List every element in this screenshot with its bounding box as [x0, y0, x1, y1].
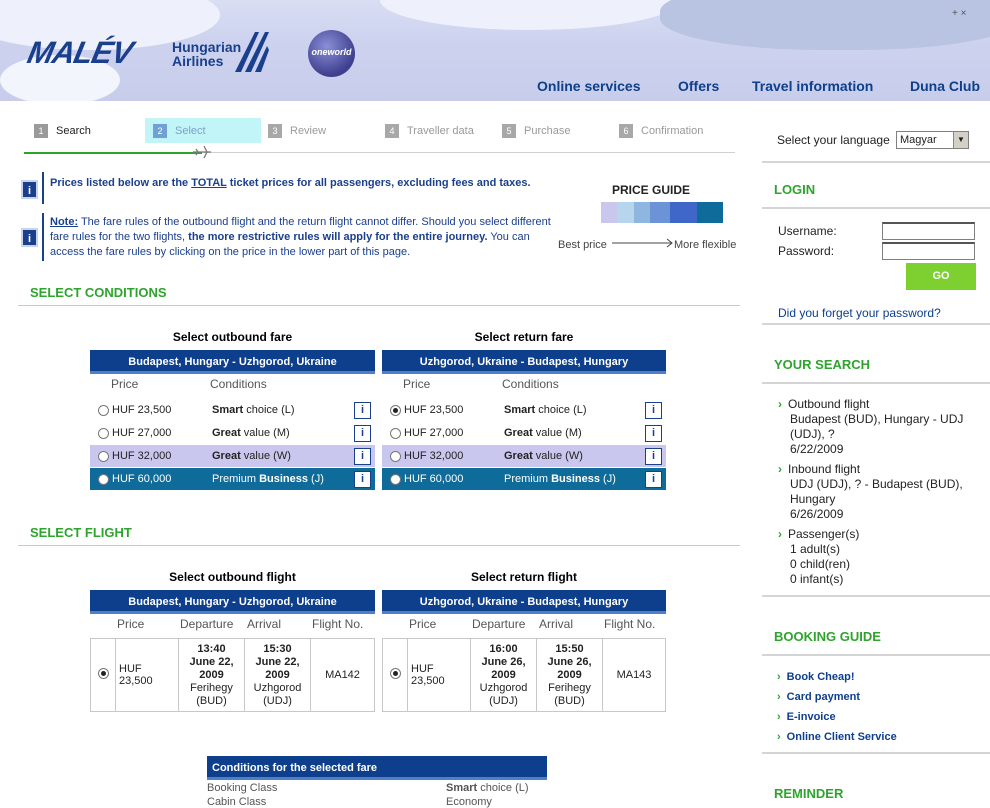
step-number: 5 — [502, 124, 516, 138]
arr-code: (UDJ) — [263, 694, 292, 707]
fare-condition — [504, 450, 583, 462]
outbound-label: Outbound flight — [788, 397, 870, 411]
info-icon: i — [21, 228, 38, 247]
col-conditions: Conditions — [210, 377, 267, 391]
flight-price[interactable]: HUF 23,500 — [116, 639, 179, 712]
outbound-flight-heading: Select outbound flight — [169, 570, 296, 584]
banner-cloud — [380, 0, 680, 30]
bullet-icon: › — [777, 731, 781, 743]
cond-bold: Great — [212, 427, 241, 439]
step-traveller-data — [377, 118, 493, 143]
passengers-label: Passenger(s) — [788, 527, 860, 541]
password-label: Password: — [778, 244, 835, 258]
e-invoice-link[interactable] — [777, 711, 836, 723]
price-guide-title: PRICE GUIDE — [612, 183, 691, 197]
outbound-fare-row[interactable] — [90, 422, 375, 444]
fare-condition — [504, 404, 587, 416]
step-review — [260, 118, 376, 143]
note-text: Prices listed below are the — [50, 177, 192, 189]
outbound-route-bar: Budapest, Hungary - Uzhgorod, Ukraine — [90, 350, 375, 374]
outbound-fare-row[interactable] — [90, 399, 375, 421]
step-confirmation — [611, 118, 727, 143]
arr-code: (BUD) — [554, 694, 585, 707]
online-client-service-link[interactable] — [777, 731, 897, 743]
cond-pre: Premium — [212, 473, 260, 485]
outbound-fare-heading: Select outbound fare — [172, 330, 293, 344]
scale-swatch — [650, 202, 670, 223]
outbound-date: 6/22/2009 — [790, 442, 844, 456]
arrow-right-icon — [612, 238, 674, 248]
col-price: Price — [403, 377, 431, 391]
step-purchase — [494, 118, 610, 143]
cond-bold: Business — [551, 473, 600, 485]
sidebar-divider — [762, 323, 990, 325]
step-number: 4 — [385, 124, 399, 138]
fare-price[interactable]: HUF 27,000 — [112, 427, 172, 439]
cond-rest: (J) — [599, 473, 616, 485]
fare-info-button[interactable]: i — [645, 425, 662, 442]
bullet-icon: › — [778, 397, 782, 411]
return-route-bar: Uzhgorod, Ukraine - Budapest, Hungary — [382, 350, 666, 374]
col-price: Price — [111, 377, 139, 391]
booking-class-value — [446, 782, 529, 794]
scale-swatch — [601, 202, 617, 223]
value-rest: Economy — [446, 796, 492, 808]
cond-bold: Smart — [504, 404, 536, 416]
col-conditions: Conditions — [502, 377, 559, 391]
username-label: Username: — [778, 224, 837, 238]
step-label: Traveller data — [407, 124, 474, 137]
logo-subtitle — [172, 40, 241, 68]
cond-bold: Smart — [212, 404, 244, 416]
divider — [18, 545, 740, 546]
note-bold: the more restrictive rules will apply for the entire journey. — [188, 231, 488, 243]
logo-sub-line1: Hungarian — [172, 39, 242, 55]
oneworld-badge: oneworld — [308, 30, 355, 77]
fare-rules-note — [50, 215, 555, 260]
fare-info-button[interactable]: i — [645, 402, 662, 419]
fare-info-button[interactable]: i — [645, 448, 662, 465]
outbound-route: Budapest (BUD), Hungary - UDJ — [790, 412, 964, 426]
guide-link-label[interactable]: Book Cheap! — [786, 671, 855, 683]
outbound-fare-row[interactable] — [90, 445, 375, 467]
note-text: The fare rules of the outbound flight and the return flight cannot differ. Should you select different fare rules for the two flights, — [50, 216, 551, 243]
arr-year: 2009 — [265, 668, 290, 681]
booking-class-label: Booking Class — [207, 782, 278, 794]
arr-date: June 22, — [255, 655, 300, 668]
dep-date: June 22, — [189, 655, 234, 668]
sidebar-divider — [762, 595, 990, 597]
logo-sub-line2: Airlines — [172, 53, 224, 69]
fare-condition — [212, 427, 290, 439]
arr-time: 15:50 — [555, 642, 584, 655]
step-label: Purchase — [524, 124, 571, 137]
language-value: Magyar — [900, 134, 937, 146]
more-flexible-label: More flexible — [674, 239, 737, 251]
fare-radio[interactable] — [390, 474, 401, 485]
price-guide-scale — [601, 202, 723, 223]
fare-info-button[interactable]: i — [354, 471, 371, 488]
select-conditions-title: SELECT CONDITIONS — [30, 285, 167, 300]
scale-swatch — [617, 202, 633, 223]
col-arrival: Arrival — [539, 617, 574, 631]
fare-radio-selected[interactable] — [390, 405, 401, 416]
step-number: 1 — [34, 124, 48, 138]
adults-count: 1 adult(s) — [790, 542, 841, 556]
flight-radio-selected[interactable] — [390, 668, 401, 679]
children-count: 0 child(ren) — [790, 557, 851, 571]
scale-swatch — [670, 202, 696, 223]
arr-date: June 26, — [547, 655, 592, 668]
info-bar — [42, 172, 44, 204]
dep-code: (UDJ) — [489, 694, 518, 707]
flight-number: MA143 — [603, 639, 666, 712]
progress-fill — [24, 152, 202, 154]
fare-price[interactable]: HUF 23,500 — [404, 404, 464, 416]
login-go-button[interactable]: GO — [906, 263, 976, 290]
your-search-title: YOUR SEARCH — [774, 357, 871, 372]
cond-rest: value (M) — [532, 427, 582, 439]
decor-mark: + × — [952, 8, 967, 19]
fare-price[interactable]: HUF 60,000 — [404, 473, 464, 485]
value-rest: choice (L) — [477, 782, 529, 794]
fare-condition — [212, 404, 295, 416]
dep-place: Ferihegy — [190, 681, 233, 694]
cond-rest: (J) — [307, 473, 324, 485]
fare-info-button[interactable]: i — [354, 402, 371, 419]
departure-cell — [179, 639, 245, 712]
dep-time: 16:00 — [489, 642, 518, 655]
nav-offers[interactable]: Offers — [678, 78, 720, 94]
bullet-icon: › — [778, 527, 782, 541]
guide-link-label[interactable]: Card payment — [786, 691, 861, 703]
note-total: TOTAL — [191, 177, 227, 189]
step-number: 3 — [268, 124, 282, 138]
fare-price[interactable]: HUF 32,000 — [404, 450, 464, 462]
select-flight-title: SELECT FLIGHT — [30, 525, 132, 540]
cond-rest: value (W) — [532, 450, 583, 462]
nav-travel-information[interactable]: Travel information — [752, 78, 874, 94]
cond-bold: Great — [504, 450, 533, 462]
bullet-icon: › — [777, 671, 781, 683]
cond-rest: choice (L) — [243, 404, 295, 416]
return-flight-route-bar: Uzhgorod, Ukraine - Budapest, Hungary — [382, 590, 666, 614]
guide-link-label[interactable]: E-invoice — [786, 711, 836, 723]
language-label: Select your language — [777, 133, 890, 147]
return-fare-row[interactable] — [382, 468, 666, 490]
col-price: Price — [117, 617, 145, 631]
outbound-fare-row[interactable] — [90, 468, 375, 490]
chevron-down-icon[interactable]: ▼ — [953, 132, 968, 148]
step-label: Review — [290, 124, 327, 137]
sidebar-divider — [762, 161, 990, 163]
return-flight-table — [382, 638, 666, 712]
bullet-icon: › — [778, 462, 782, 476]
reminder-title: REMINDER — [774, 786, 844, 801]
cond-rest: value (W) — [240, 450, 291, 462]
divider — [18, 305, 740, 306]
value-bold: Smart — [446, 782, 478, 794]
password-field[interactable] — [882, 242, 975, 260]
sidebar-divider — [762, 654, 990, 656]
step-label: Select — [175, 124, 206, 137]
fare-condition — [212, 450, 291, 462]
total-price-note — [50, 176, 540, 191]
return-flight-heading: Select return flight — [470, 570, 577, 584]
inbound-date: 6/26/2009 — [790, 507, 844, 521]
sidebar-divider — [762, 382, 990, 384]
username-field[interactable] — [882, 222, 975, 240]
best-price-label: Best price — [558, 239, 607, 251]
outbound-route-cont: (UDJ), ? — [790, 427, 835, 441]
cabin-class-value — [446, 796, 492, 808]
header-banner — [0, 0, 990, 101]
inbound-route: UDJ (UDJ), ? - Budapest (BUD), — [790, 477, 963, 491]
bullet-icon: › — [777, 711, 781, 723]
return-fare-row[interactable] — [382, 399, 666, 421]
nav-duna-club[interactable]: Duna Club — [910, 78, 980, 94]
conditions-box-header: Conditions for the selected fare — [207, 756, 547, 780]
dep-place: Uzhgorod — [479, 681, 528, 694]
col-departure: Departure — [472, 617, 526, 631]
booking-guide-title: BOOKING GUIDE — [774, 629, 881, 644]
arr-place: Ferihegy — [548, 681, 591, 694]
book-cheap-link[interactable] — [777, 671, 855, 683]
note-label: Note: — [50, 216, 79, 228]
return-fare-row[interactable] — [382, 445, 666, 467]
fare-radio[interactable] — [98, 428, 109, 439]
departure-cell — [471, 639, 537, 712]
flight-price[interactable]: HUF 23,500 — [408, 639, 471, 712]
fare-price[interactable]: HUF 60,000 — [112, 473, 172, 485]
cond-bold: Business — [259, 473, 308, 485]
sidebar-divider — [762, 207, 990, 209]
inbound-route-cont: Hungary — [790, 492, 836, 506]
outbound-flight-route-bar: Budapest, Hungary - Uzhgorod, Ukraine — [90, 590, 375, 614]
cond-bold: Great — [504, 427, 533, 439]
fare-price[interactable]: HUF 27,000 — [404, 427, 464, 439]
search-summary — [778, 397, 983, 587]
arrival-cell — [245, 639, 311, 712]
fare-radio[interactable] — [98, 405, 109, 416]
dep-year: 2009 — [199, 668, 224, 681]
flight-radio-cell[interactable] — [383, 639, 408, 712]
cabin-class-label: Cabin Class — [207, 796, 267, 808]
inbound-label: Inbound flight — [788, 462, 861, 476]
infants-count: 0 infant(s) — [790, 572, 844, 586]
col-flight-no: Flight No. — [604, 617, 656, 631]
scale-swatch — [634, 202, 650, 223]
fare-condition — [504, 473, 616, 485]
return-fare-row[interactable] — [382, 422, 666, 444]
dep-year: 2009 — [491, 668, 516, 681]
bullet-icon: › — [777, 691, 781, 703]
fare-condition — [212, 473, 324, 485]
plane-icon — [192, 144, 212, 160]
flight-radio-selected[interactable] — [98, 668, 109, 679]
info-icon: i — [21, 180, 38, 199]
step-label: Search — [56, 124, 91, 137]
cond-rest: choice (L) — [535, 404, 587, 416]
col-flight-no: Flight No. — [312, 617, 364, 631]
flight-radio-cell[interactable] — [91, 639, 116, 712]
note-text: ticket prices for all passengers, excluding fees and taxes. — [226, 177, 531, 189]
flight-row[interactable] — [91, 639, 375, 712]
cond-rest: value (M) — [240, 427, 290, 439]
flight-number: MA142 — [311, 639, 375, 712]
col-departure: Departure — [180, 617, 234, 631]
step-select — [145, 118, 261, 143]
arr-year: 2009 — [557, 668, 582, 681]
fare-info-button[interactable]: i — [354, 425, 371, 442]
cond-pre: Premium — [504, 473, 552, 485]
fare-radio[interactable] — [390, 428, 401, 439]
nav-online-services[interactable]: Online services — [537, 78, 641, 94]
flight-row[interactable] — [383, 639, 666, 712]
fare-info-button[interactable]: i — [354, 448, 371, 465]
arr-time: 15:30 — [263, 642, 292, 655]
language-select[interactable] — [896, 131, 969, 149]
fare-price[interactable]: HUF 32,000 — [112, 450, 172, 462]
outbound-flight-table — [90, 638, 375, 712]
sidebar-divider — [762, 752, 990, 754]
col-arrival: Arrival — [247, 617, 282, 631]
info-bar — [42, 213, 44, 261]
step-number: 2 — [153, 124, 167, 138]
fare-condition — [504, 427, 582, 439]
col-price: Price — [409, 617, 437, 631]
banner-land — [660, 0, 990, 50]
dep-code: (BUD) — [196, 694, 227, 707]
malev-logo[interactable]: MALÉV — [24, 35, 136, 70]
fare-radio[interactable] — [98, 474, 109, 485]
dep-date: June 26, — [481, 655, 526, 668]
step-number: 6 — [619, 124, 633, 138]
fare-info-button[interactable]: i — [645, 471, 662, 488]
step-label: Confirmation — [641, 124, 704, 137]
fare-radio[interactable] — [98, 451, 109, 462]
arr-place: Uzhgorod — [253, 681, 302, 694]
guide-link-label[interactable]: Online Client Service — [786, 731, 897, 743]
step-search[interactable] — [26, 118, 142, 143]
malev-tail-icon — [233, 32, 271, 72]
return-fare-heading: Select return fare — [474, 330, 574, 344]
dep-time: 13:40 — [197, 642, 226, 655]
fare-radio[interactable] — [390, 451, 401, 462]
arrival-cell — [537, 639, 603, 712]
forgot-password-link[interactable]: Did you forget your password? — [778, 306, 941, 320]
fare-price[interactable]: HUF 23,500 — [112, 404, 172, 416]
card-payment-link[interactable] — [777, 691, 860, 703]
login-title: LOGIN — [774, 182, 816, 197]
note-text: You can access the fare rules by clicking on the price in the lower part of this page. — [50, 231, 530, 258]
scale-swatch — [697, 202, 723, 223]
cond-bold: Great — [212, 450, 241, 462]
